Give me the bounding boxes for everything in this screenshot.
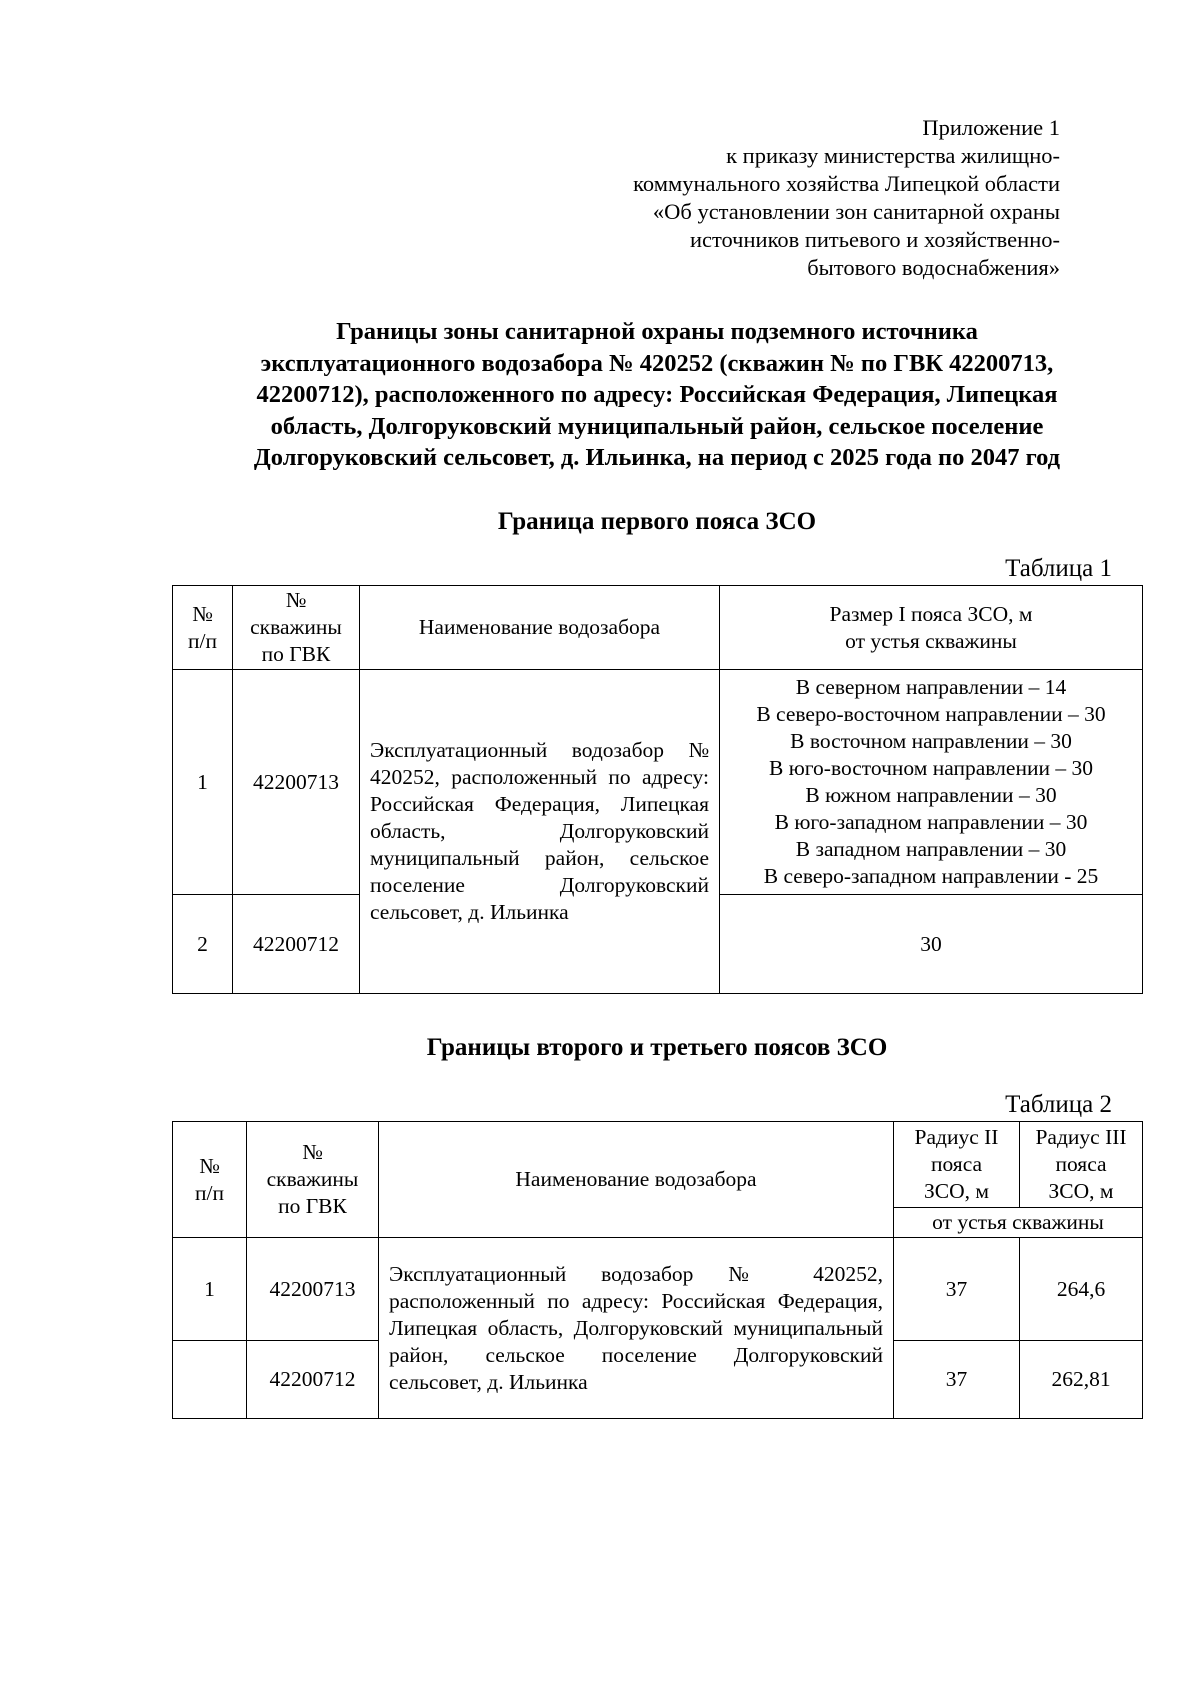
table2-section-title: Границы второго и третьего поясов ЗСО	[426, 1034, 888, 1061]
title-line: Границы зоны санитарной охраны подземного источника	[336, 318, 978, 345]
direction-item: В западном направлении – 30	[795, 837, 1067, 861]
radius-2: 37	[894, 1238, 1020, 1341]
appendix-line: источников питьевого и хозяйственно-	[689, 227, 1060, 252]
table2-header-well: № скважины по ГВК	[247, 1122, 379, 1238]
table1-header-row	[173, 586, 1143, 670]
table2-header-num: № п/п	[173, 1122, 247, 1238]
title-line: область, Долгоруковский муниципальный район, сельское поселение	[270, 412, 1044, 440]
intake-name: Эксплуатационный водозабор № 420252, расположенный по адресу: Российская Федерация, Липецкая область, Долгоруковский муниципальный район, сельское поселение Долгоруковский сельсовет, д. Ильинка	[379, 1238, 894, 1419]
row-num: 1	[173, 670, 233, 895]
table1-header-size: Размер I пояса ЗСО, м от устья скважины	[720, 586, 1143, 670]
table1-header-name: Наименование водозабора	[360, 586, 720, 670]
table1-label: Таблица 1	[1005, 555, 1112, 582]
row-num	[173, 1341, 247, 1419]
title-line: эксплуатационного водозабора № 420252 (скважин № по ГВК 42200713,	[260, 349, 1054, 377]
intake-name: Эксплуатационный водозабор № 420252, расположенный по адресу: Российская Федерация, Липецкая область, Долгоруковский муниципальный район, сельское поселение Долгоруковский сельсовет, д. Ильинка	[360, 670, 720, 994]
appendix-line: бытового водоснабжения»	[807, 255, 1060, 280]
table2-header-radius2: Радиус II пояса ЗСО, м	[894, 1122, 1020, 1208]
direction-list	[720, 670, 1143, 895]
direction-item: В юго-западном направлении – 30	[774, 810, 1088, 834]
table2-header-radius3: Радиус III пояса ЗСО, м	[1020, 1122, 1143, 1208]
direction-item: В северо-восточном направлении – 30	[756, 702, 1106, 726]
table1	[172, 585, 1143, 994]
row-well-id: 42200713	[233, 670, 360, 895]
table-row	[173, 1238, 1143, 1341]
table1-section-title: Граница первого пояса ЗСО	[497, 508, 817, 535]
title-line: Долгоруковский сельсовет, д. Ильинка, на период с 2025 года по 2047 год	[253, 444, 1061, 471]
appendix-line: «Об установлении зон санитарной охраны	[652, 199, 1060, 224]
table1-header-num: № п/п	[173, 586, 233, 670]
document-title	[172, 316, 1142, 474]
direction-item: В юго-восточном направлении – 30	[769, 756, 1093, 780]
appendix-line: Приложение 1	[922, 115, 1060, 140]
row-num: 2	[173, 895, 233, 994]
zone-size: 30	[720, 895, 1143, 994]
radius-3: 262,81	[1020, 1341, 1143, 1419]
radius-3: 264,6	[1020, 1238, 1143, 1341]
direction-item: В восточном направлении – 30	[790, 729, 1072, 753]
row-well-id: 42200712	[247, 1341, 379, 1419]
table-row	[173, 670, 1143, 895]
table2-header-name: Наименование водозабора	[379, 1122, 894, 1238]
row-num: 1	[173, 1238, 247, 1341]
table2-header-from: от устья скважины	[894, 1208, 1143, 1238]
appendix-note	[633, 114, 1060, 282]
direction-item: В северо-западном направлении - 25	[763, 864, 1099, 888]
table2-header-row	[173, 1122, 1143, 1208]
table2-label: Таблица 2	[1005, 1091, 1112, 1118]
direction-item: В южном направлении – 30	[805, 783, 1057, 807]
radius-2: 37	[894, 1341, 1020, 1419]
table2	[172, 1121, 1143, 1419]
appendix-line: коммунального хозяйства Липецкой области	[633, 171, 1060, 196]
direction-item: В северном направлении – 14	[795, 675, 1067, 699]
title-line: 42200712), расположенного по адресу: Российская Федерация, Липецкая	[256, 381, 1058, 408]
table1-header-well: № скважины по ГВК	[233, 586, 360, 670]
row-well-id: 42200712	[233, 895, 360, 994]
row-well-id: 42200713	[247, 1238, 379, 1341]
appendix-line: к приказу министерства жилищно-	[726, 143, 1060, 168]
